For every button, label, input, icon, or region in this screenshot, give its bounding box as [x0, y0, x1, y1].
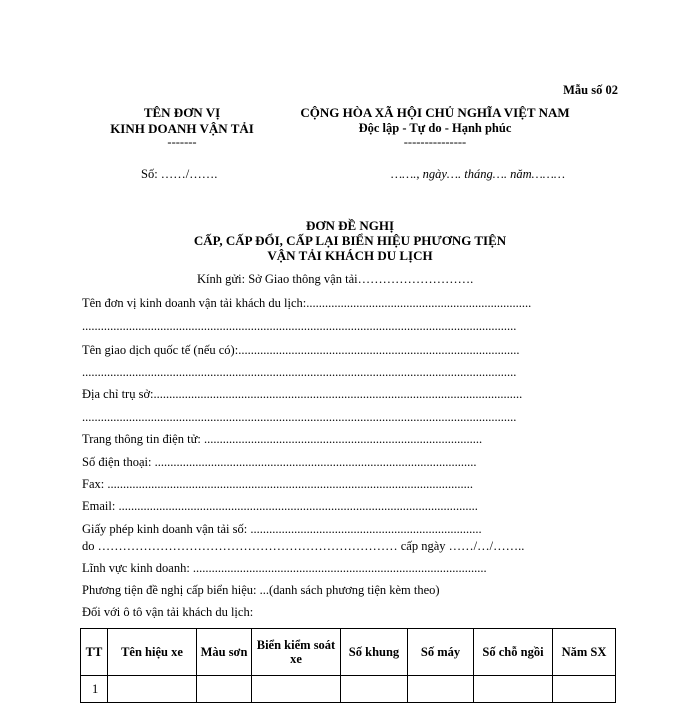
col-header-tt: TT — [81, 629, 108, 676]
document-number: Số: ……/……. — [141, 167, 218, 181]
company-name-field: Tên đơn vị kinh doanh vận tải khách du lịch:........................................................................ — [82, 296, 532, 310]
form-number: Mẫu số 02 — [563, 83, 618, 97]
col-header-vehicle-name: Tên hiệu xe — [108, 629, 197, 676]
org-dashes: ------- — [167, 135, 197, 149]
title-line3: VẬN TẢI KHÁCH DU LỊCH — [267, 248, 433, 263]
table-cell — [341, 676, 408, 703]
table-cell — [197, 676, 252, 703]
table-cell: 1 — [81, 676, 108, 703]
address-field: Địa chỉ trụ sở:...................................................................................................................... — [82, 387, 523, 401]
table-row — [81, 676, 616, 703]
email-field: Email: ................................................................................................................... — [82, 499, 478, 513]
business-field: Lĩnh vực kinh doanh: .............................................................................................. — [82, 561, 487, 575]
col-header-year: Năm SX — [553, 629, 616, 676]
intl-name-continuation: ........................................................................................................................................... — [82, 365, 517, 379]
title-line1: ĐƠN ĐỀ NGHỊ — [305, 218, 395, 233]
col-header-seats: Số chỗ ngồi — [474, 629, 553, 676]
table-cell — [108, 676, 197, 703]
fax-field: Fax: ..................................................................................................................... — [82, 477, 473, 491]
for-cars-label: Đối với ô tô vận tải khách du lịch: — [82, 605, 254, 619]
vehicles-requested: Phương tiện đề nghị cấp biển hiệu: ...(danh sách phương tiện kèm theo) — [82, 583, 440, 597]
table-cell — [474, 676, 553, 703]
title-line2: CẤP, CẤP ĐỔI, CẤP LẠI BIỂN HIỆU PHƯƠNG TIỆN — [193, 233, 507, 248]
nation-dashes: --------------- — [403, 135, 467, 149]
col-header-engine: Số máy — [408, 629, 474, 676]
col-header-color: Màu sơn — [197, 629, 252, 676]
nation-title: CỘNG HÒA XÃ HỘI CHỦ NGHĨA VIỆT NAM — [300, 105, 570, 120]
license-field: Giấy phép kinh doanh vận tải số: .......................................................................... — [82, 522, 482, 536]
org-name-line2: KINH DOANH VẬN TẢI — [110, 121, 254, 136]
nation-motto: Độc lập - Tự do - Hạnh phúc — [358, 121, 512, 135]
table-cell — [252, 676, 341, 703]
table-header-row — [81, 629, 616, 676]
col-header-plate: Biển kiểm soát xe — [252, 629, 341, 676]
org-name-line1: TÊN ĐƠN VỊ — [143, 105, 221, 120]
phone-field: Số điện thoại: ....................................................................................................... — [82, 455, 477, 469]
vehicle-table — [80, 628, 616, 703]
company-name-continuation: ........................................................................................................................................... — [82, 319, 517, 333]
intl-name-field: Tên giao dịch quốc tế (nếu có):.......................................................................................... — [82, 343, 520, 357]
table-cell — [553, 676, 616, 703]
website-field: Trang thông tin điện tử: ......................................................................................... — [82, 432, 483, 446]
address-continuation: ........................................................................................................................................... — [82, 410, 517, 424]
recipient: Kính gửi: Sở Giao thông vận tải………………………. — [197, 272, 474, 286]
table-cell — [408, 676, 474, 703]
license-issuer-field: do ……………………………………………………………… cấp ngày ……/…/…….. — [82, 539, 525, 553]
col-header-chassis: Số khung — [341, 629, 408, 676]
date-line: ……., ngày…. tháng…. năm……… — [391, 167, 565, 181]
